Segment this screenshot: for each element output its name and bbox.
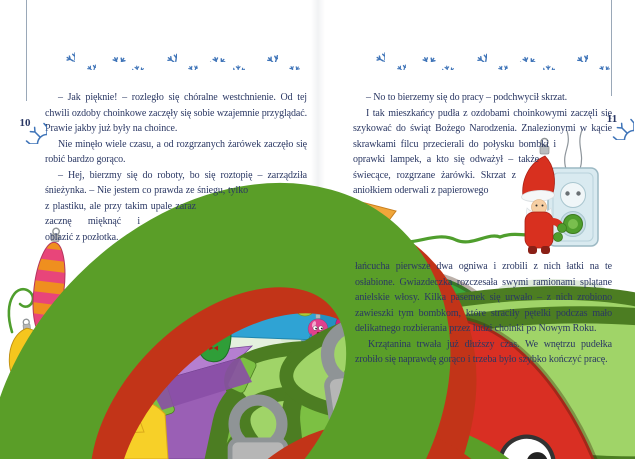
paragraph: Krzątanina trwała już dłuższy czas. We wnętrzu pudełka zrobiło się naprawdę gorąco i trzeba było szybko kończyć pracę.: [355, 338, 612, 365]
snowflake-icon: [467, 42, 487, 62]
snowflake-icon: [258, 42, 278, 62]
snowflake-icon: [492, 54, 508, 70]
page-number-ornament-left: [3, 100, 47, 144]
page-number-right: 11: [606, 112, 618, 125]
snowflake-icon: [207, 42, 227, 62]
snowflake-icon: [441, 54, 457, 70]
story-text-left-page: [45, 90, 308, 245]
story-text-right-page-bottom: [355, 259, 612, 368]
snowflake-icon: [233, 54, 249, 70]
page-number-left: 10: [19, 116, 31, 129]
paragraph: – Hej, bierzmy się do roboty, bo się roztopię – zarządziła śnieżynka. – Nie jestem co prawda ze śniegu, tylko z plastiku, ale przy takim upale zaraz zacznę mięknąć i oblazić z pozłotka.: [45, 169, 307, 243]
snowflake-row-left: [55, 42, 309, 78]
snowflake-icon: [568, 42, 588, 62]
paragraph: Nie minęło wiele czasu, a od rozgrzanych żarówek zaczęło się robić bardzo gorąco.: [45, 138, 307, 165]
snowflake-icon: [517, 42, 537, 62]
snowflake-icon: [157, 42, 177, 62]
snowflake-icon: [594, 54, 610, 70]
snowflake-icon: [390, 54, 406, 70]
snowflake-icon: [284, 54, 300, 70]
snowflake-icon: [365, 42, 385, 62]
snowflake-icon: [131, 54, 147, 70]
ornament-string-left: [26, 0, 27, 101]
snowflake-icon: [106, 42, 126, 62]
snowflake-icon: [543, 54, 559, 70]
page-number-ornament-right: [590, 96, 634, 140]
snowflake-icon: [55, 42, 75, 62]
snowflake-icon: [182, 54, 198, 70]
snowflake-icon: [416, 42, 436, 62]
paragraph: – Jak pięknie! – rozległo się chóralne westchnienie. Od tej chwili ozdoby choinkowe zaczęły się sobie wzajemnie przyglądać. Prawie jakby już były na choince.: [45, 92, 307, 134]
snowflake-row-right: [365, 42, 619, 78]
story-text-right-page-top: [353, 90, 613, 199]
paragraph: łańcucha pierwsze dwa ogniwa i zrobili z nich łatki na te osłabione. Gwiazdeczka rozczesała swymi ramionami splątane anielskie włosy. Kilka pasemek się urwało – z nich zrobiono zawieszki tym bombkom, które straciły pętelki podczas mało delikatnego rozbierania przez ludzi choinki po Nowym Roku.: [355, 261, 612, 334]
snowflake-icon: [80, 54, 96, 70]
ornament-string-right: [611, 0, 612, 96]
paragraph: I tak mieszkańcy pudła z ozdobami choinkowymi zaczęli się szykować do świąt Bożego Narodzenia. Znalezionymi w kącie skrawkami filcu przecierali do połysku bombki i oprawki lampek, a kto się odważył – także świecące, rozgrzane żarówki. Skrzat z aniołkiem oderwali z papierowego: [353, 107, 612, 196]
paragraph: – No to bierzemy się do pracy – podchwycił skrzat.: [366, 92, 568, 103]
